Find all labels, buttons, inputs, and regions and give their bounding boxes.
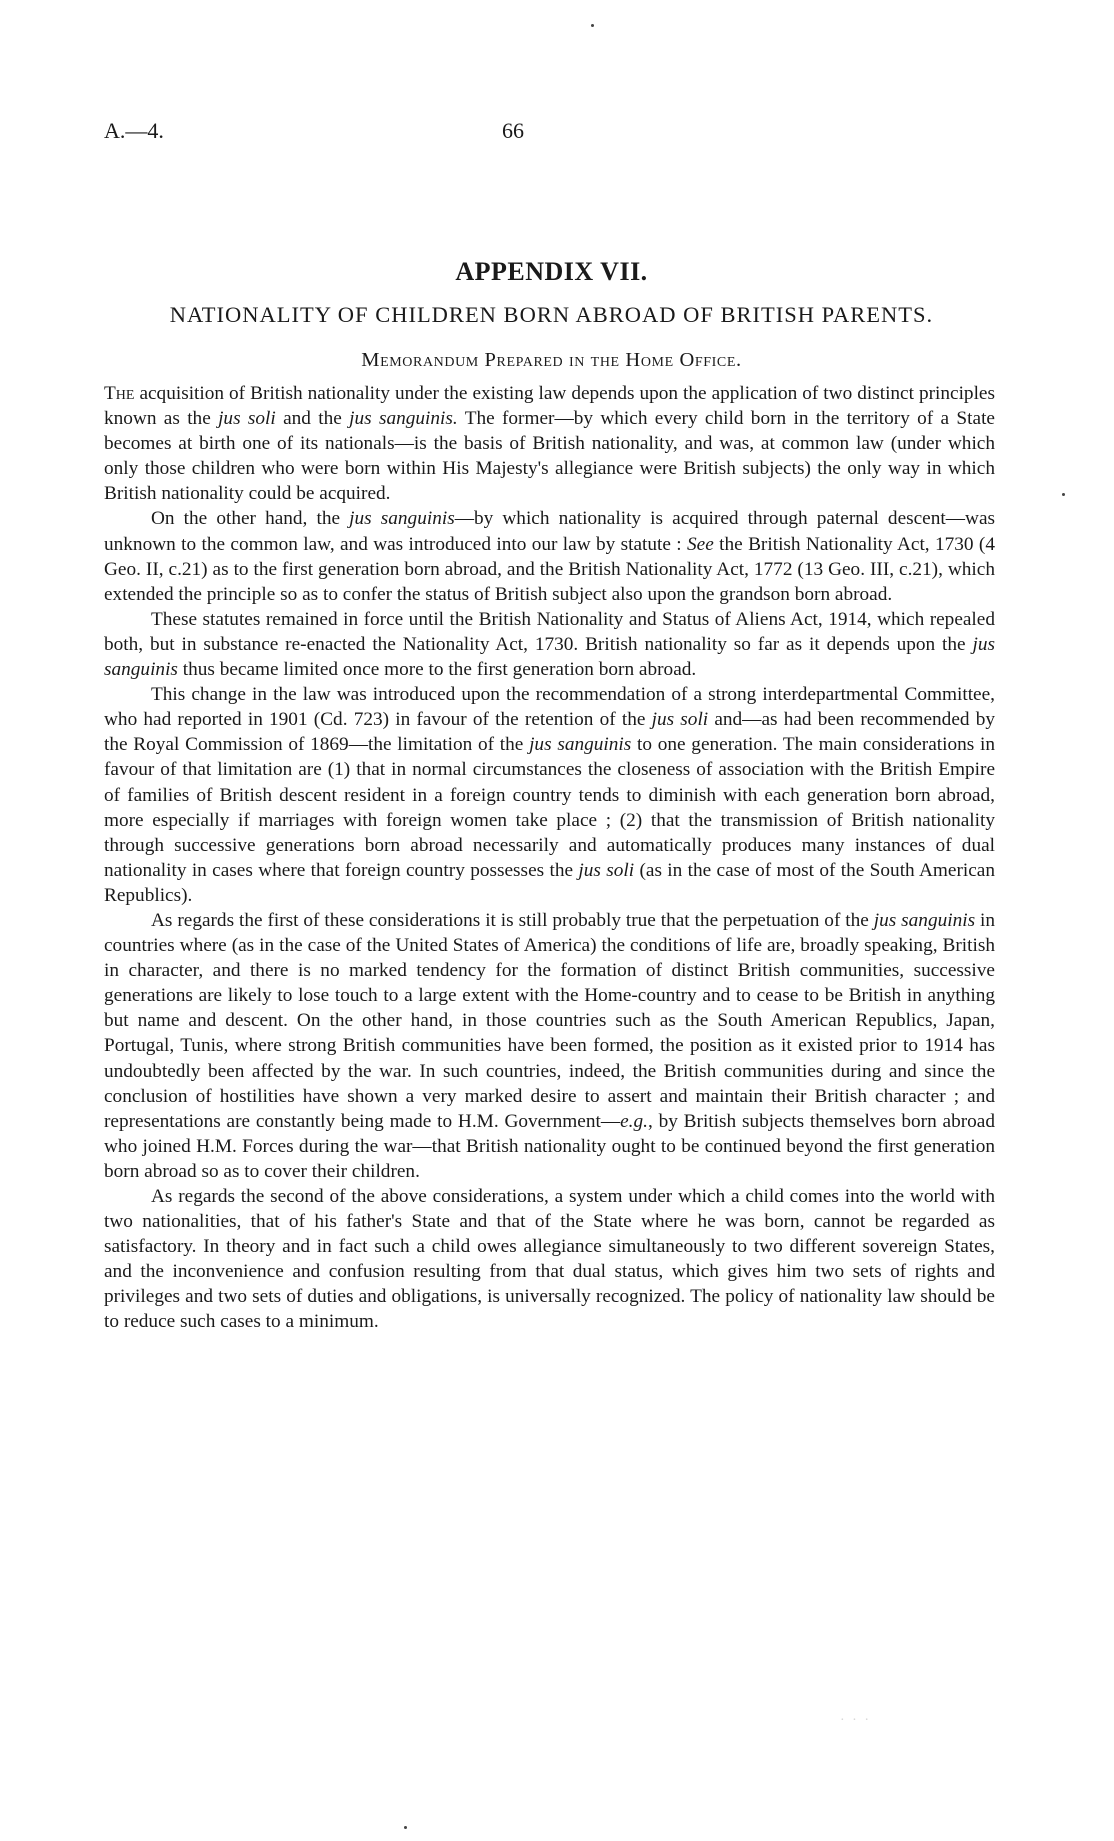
paragraph-text: , by British subjects themselves born abroad who joined H.M. Forces during the war—that British nationality ought to be continued beyond the first generation born abroad so as to cover their children. <box>104 1110 995 1182</box>
scan-speck <box>591 24 594 27</box>
running-header <box>104 118 999 148</box>
document-reference: A.—4. <box>104 118 164 143</box>
italic-term: jus sanguinis <box>349 508 455 530</box>
paragraph-text: The former—by which every child born in the territory of a State becomes at birth one of its nationals—is the basis of British nationality, and was, at common law (under which only those children who were born within His Majesty's allegiance were British subjects) the only way in which British nationality could be acquired. <box>104 408 995 505</box>
paragraph-text: This change in the law was introduced upon the recommendation of a strong interdepartmental Committee, who had reported in 1901 (Cd. 723) in favour of the retention of the <box>104 684 995 731</box>
memorandum-subtitle: Memorandum Prepared in the Home Office. <box>361 349 742 371</box>
italic-term: jus soli <box>218 408 276 430</box>
scan-speck <box>404 1826 407 1829</box>
italic-term: jus sanguinis <box>873 909 976 931</box>
paragraph-text: the British Nationality Act, 1730 (4 Geo. II, c.21) as to the first generation born abroad, and the British Nationality Act, 1772 (13 Geo. III, c.21), which extended the principle so as to confer the status of British subject also upon the grandson born abroad. <box>104 533 995 605</box>
paragraph-text: On the other hand, the <box>151 508 350 530</box>
page-number: 66 <box>502 118 524 143</box>
paragraph-text: As regards the first of these considerations it is still probably true that the perpetuation of the <box>151 909 874 931</box>
paragraph-text: thus became limited once more to the first generation born abroad. <box>177 659 697 681</box>
section-title: NATIONALITY OF CHILDREN BORN ABROAD OF BRITISH PARENTS. <box>169 302 934 327</box>
body-paragraph <box>104 908 995 1184</box>
scan-speck <box>1062 493 1065 496</box>
small-caps-lead: The <box>104 383 135 404</box>
body-paragraph <box>104 506 995 606</box>
appendix-title: APPENDIX VII. <box>455 257 648 286</box>
body-paragraph <box>104 1184 995 1335</box>
paragraph-text: in countries where (as in the case of the United States of America) the conditions of life are, broadly speaking, British in character, and there is no marked tendency for the formation of distinct British communities, successive generations are likely to lose touch to a large extent with the Home-country and to cease to be British in anything but name and descent. On the other hand, in those countries such as the South American Republics, Japan, Portugal, Tunis, where strong British communities have been formed, the position as it existed prior to 1914 has undoubtedly been affected by the war. In such countries, indeed, the British communities during and since the conclusion of hostilities have shown a very marked desire to assert and maintain their British character ; and representations are constantly being made to H.M. Government— <box>104 909 995 1132</box>
paragraph-text: (as in the case of most of the South American Republics). <box>104 859 995 906</box>
paragraph-text: These statutes remained in force until the British Nationality and Status of Aliens Act, 1914, which repealed both, but in substance re-enacted the Nationality Act, 1730. British nationality so far as it depends upon the <box>104 608 995 655</box>
paragraph-text: —by which nationality is acquired through paternal descent—was unknown to the common law, and was introduced into our law by statute : <box>104 508 996 555</box>
paragraph-text: and the <box>275 408 350 430</box>
italic-term: e.g. <box>620 1110 648 1132</box>
faint-scan-mark: · · · <box>840 1713 871 1728</box>
paragraph-text: and—as had been recommended by the Royal Commission of 1869—the limitation of the <box>104 709 995 756</box>
paragraph-text: acquisition of British nationality under the existing law depends upon the application of two distinct principles known as the <box>104 383 995 430</box>
memorandum-body <box>104 381 995 1335</box>
italic-term: jus soli <box>651 709 709 731</box>
body-paragraph <box>104 381 995 506</box>
italic-term: jus sanguinis <box>104 633 995 681</box>
italic-term: jus sanguinis <box>529 734 632 756</box>
italic-term: jus soli <box>578 859 635 881</box>
body-paragraph <box>104 607 995 682</box>
italic-term: See <box>687 533 714 555</box>
body-paragraph <box>104 682 995 908</box>
italic-term: jus sanguinis. <box>349 408 458 430</box>
paragraph-text: As regards the second of the above considerations, a system under which a child comes into the world with two nationalities, that of his father's State and that of the State where he was born, cannot be regarded as satisfactory. In theory and in fact such a child owes allegiance simultaneously to two different sovereign States, and the inconvenience and confusion resulting from that dual status, which gives him two sets of rights and privileges and two sets of duties and obligations, is universally recognized. The policy of nationality law should be to reduce such cases to a minimum. <box>104 1186 995 1333</box>
paragraph-text: to one generation. The main considerations in favour of that limitation are (1) that in normal circumstances the closeness of association with the British Empire of families of British descent resident in a foreign country tends to diminish with each generation born abroad, more especially if marriages with foreign women take place ; (2) that the transmission of British nationality through successive generations born abroad necessarily and automatically produces many instances of dual nationality in cases where that foreign country possesses the <box>104 734 996 881</box>
